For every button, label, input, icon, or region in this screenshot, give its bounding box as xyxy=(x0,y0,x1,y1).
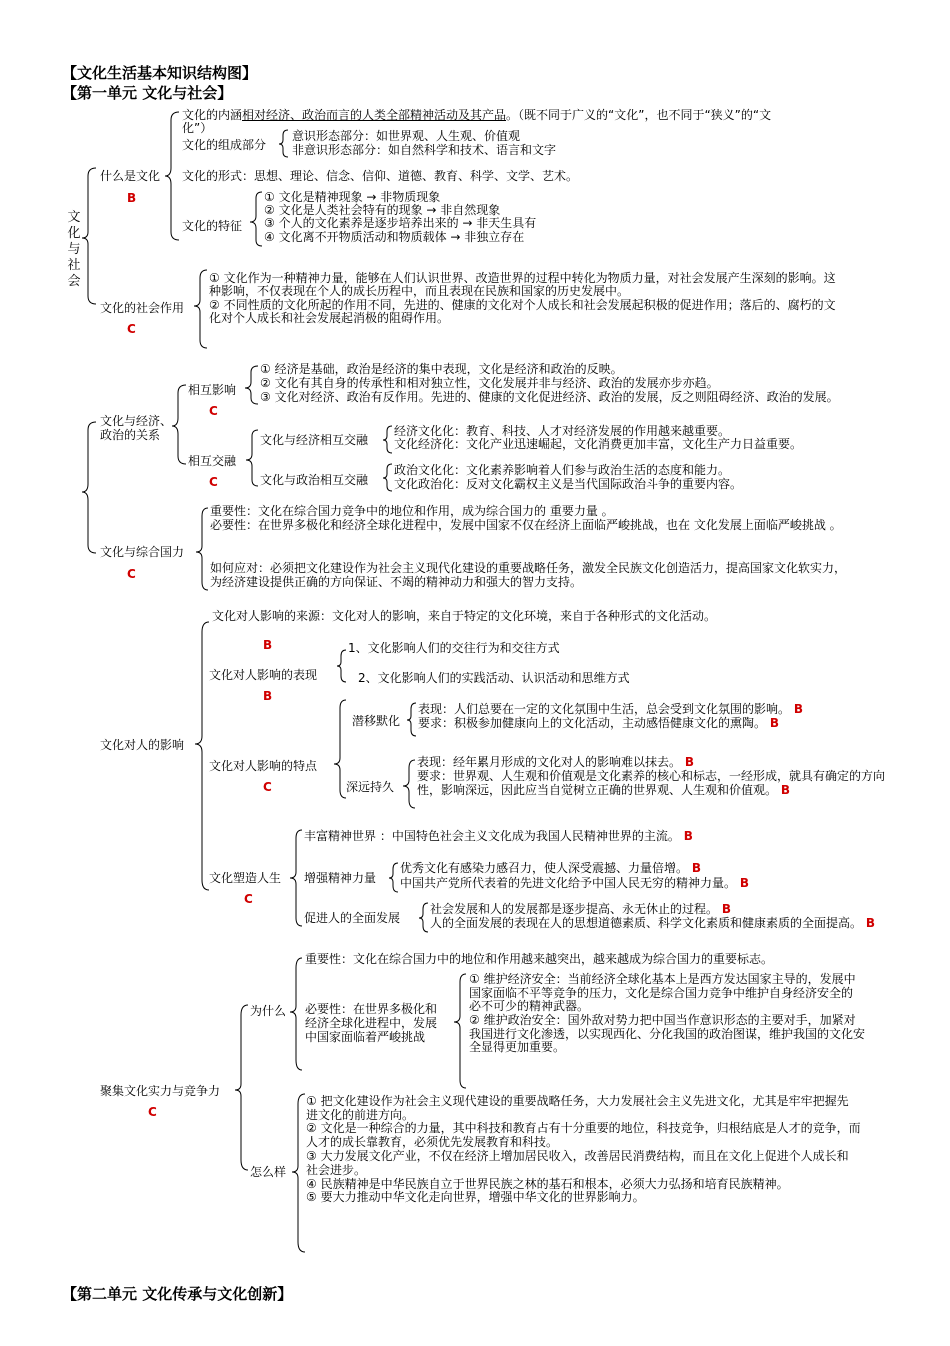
node-all-round-development: 促进人的全面发展 xyxy=(304,911,401,925)
grade-badge: B xyxy=(127,191,137,205)
grade-badge: C xyxy=(244,892,253,906)
how-item: ③ 大力发展文化产业，不仅在经济上增加居民收入，改善居民消费结构，而且在文化上促进个人成长和 xyxy=(306,1149,849,1163)
how-item: ② 文化是一种综合的力量，其中科技和教育占有十分重要的地位，科技竞争，归根结底是人才的竞争，而 xyxy=(306,1121,861,1135)
feature-item: ④ 文化离不开物质活动和物质载体 → 非独立存在 xyxy=(264,230,525,244)
how-item: 进文化的前进方向。 xyxy=(306,1108,415,1122)
node-how: 怎么样 xyxy=(250,1165,287,1179)
node-influence-traits: 文化对人影响的特点 xyxy=(209,759,318,773)
node-lasting: 深远持久 xyxy=(346,780,395,794)
develop-item: 人的全面发展的表现在人的思想道德素质、科学文化素质和健康素质的全面提高。 B xyxy=(430,916,875,930)
power-necessity: 必要性：在世界多极化和 xyxy=(305,1002,438,1016)
grade-badge: C xyxy=(209,404,218,418)
unit1-title: 【第一单元 文化与社会】 xyxy=(62,84,233,102)
strength-response: 如何应对：必须把文化建设作为社会主义现代化建设的重要战略任务，激发全民族文化创造活力，提高国家文化软实力， xyxy=(210,561,847,575)
node-cultural-power: 聚集文化实力与竞争力 xyxy=(100,1084,221,1098)
node-mutual-blend: 相互交融 xyxy=(188,454,237,468)
econ-blend-item: 文化经济化：文化产业迅速崛起，文化消费更加丰富，文化生产力日益重要。 xyxy=(394,437,803,451)
why-item: 全显得更加重要。 xyxy=(469,1040,566,1054)
grade-badge: C xyxy=(209,475,218,489)
politics-blend-item: 文化政治化：反对文化霸权主义是当代国际政治斗争的重要内容。 xyxy=(394,477,743,491)
grade-badge: C xyxy=(148,1105,157,1119)
grade-badge: C xyxy=(127,567,136,581)
power-importance: 重要性：文化在综合国力中的地位和作用越来越突出，越来越成为综合国力的重要标志。 xyxy=(305,952,774,966)
strength-importance: 重要性：文化在综合国力竞争中的地位和作用，成为综合国力的 重要力量 。 xyxy=(210,504,614,518)
develop-item: 社会发展和人的发展都是逐步提高、永无休止的过程。 B xyxy=(430,902,731,916)
feature-item: ③ 个人的文化素养是逐步培养出来的 → 非天生具有 xyxy=(264,216,537,230)
node-what-is-culture: 什么是文化 xyxy=(100,169,161,183)
strength-item: 优秀文化有感染力感召力，使人深受震撼、力量倍增。 B xyxy=(400,861,701,875)
node-mutual-influence: 相互影响 xyxy=(188,383,237,397)
social-role-line: ② 不同性质的文化所起的作用不同，先进的、健康的文化对个人成长和社会发展起积极的促进作用；落后的、腐朽的文 xyxy=(209,298,836,312)
influence-item: ③ 文化对经济、政治有反作用。先进的、健康的文化促进经济、政治的发展，反之则阻碍经济、政治的发展。 xyxy=(260,390,839,404)
lasting-item: 要求：世界观、人生观和价值观是文化素养的核心和标志，一经形成，就具有确定的方向 xyxy=(417,769,886,783)
culture-features: 文化的特征 xyxy=(182,219,243,233)
strength-necessity: 必要性：在世界多极化和经济全球化进程中，发展中国家不仅在经济上面临严峻挑战，也在 文化发展上面临严峻挑战 。 xyxy=(210,518,842,532)
culture-forms: 文化的形式：思想、理论、信念、信仰、道德、教育、科学、文学、艺术。 xyxy=(182,169,579,183)
power-necessity: 经济全球化进程中，发展 xyxy=(305,1016,438,1030)
grade-badge: C xyxy=(263,780,272,794)
unit2-title: 【第二单元 文化传承与文化创新】 xyxy=(62,1285,293,1303)
node-strengthen-spirit: 增强精神力量 xyxy=(304,871,377,885)
influence-source: 文化对人影响的来源：文化对人的影响，来自于特定的文化环境，来自于各种形式的文化活动。 xyxy=(212,609,717,623)
node-social-role: 文化的社会作用 xyxy=(100,301,185,315)
ideology-part: 意识形态部分：如世界观、人生观、价值观 xyxy=(292,129,521,143)
non-ideology-part: 非意识形态部分：如自然科学和技术、语言和文字 xyxy=(292,143,557,157)
how-item: ⑤ 要大力推动中华文化走向世界，增强中华文化的世界影响力。 xyxy=(306,1190,645,1204)
why-item: 我国进行文化渗透，以实现西化、分化我国的政治图谋，维护我国的文化安 xyxy=(469,1027,866,1041)
how-item: ① 把文化建设作为社会主义现代建设的重要战略任务，大力发展社会主义先进文化，尤其是牢牢把握先 xyxy=(306,1094,849,1108)
influence-item: ① 经济是基础，政治是经济的集中表现，文化是经济和政治的反映。 xyxy=(260,362,623,376)
lasting-item: 表现：经年累月形成的文化对人的影响难以抹去。 B xyxy=(417,755,694,769)
how-item: ④ 民族精神是中华民族自立于世界民族之林的基石和根本，必须大力弘扬和培育民族精神。 xyxy=(306,1177,789,1191)
node-econ-politics-label: 文化与经济、 xyxy=(100,414,173,428)
doc-title: 【文化生活基本知识结构图】 xyxy=(62,64,258,82)
why-item: ① 维护经济安全：当前经济全球化基本上是西方发达国家主导的，发展中 xyxy=(469,972,856,986)
node-econ-blend: 文化与经济相互交融 xyxy=(260,433,369,447)
node-econ-politics-label: 政治的关系 xyxy=(100,428,161,442)
grade-badge: C xyxy=(127,322,136,336)
manifest-item: 1、文化影响人们的交往行为和交往方式 xyxy=(348,641,560,655)
culture-composition: 文化的组成部分 xyxy=(182,138,267,152)
node-influence-on-people: 文化对人的影响 xyxy=(100,738,185,752)
why-item: ② 维护政治安全：国外敌对势力把中国当作意识形态的主要对手，加紧对 xyxy=(469,1013,856,1027)
node-subtle: 潜移默化 xyxy=(352,714,401,728)
econ-blend-item: 经济文化化：教育、科技、人才对经济发展的作用越来越重要。 xyxy=(394,424,731,438)
manifest-item: 2、文化影响人们的实践活动、认识活动和思维方式 xyxy=(358,671,630,685)
subtle-item: 表现：人们总要在一定的文化氛围中生活，总会受到文化氛围的影响。 B xyxy=(418,702,803,716)
how-item: 社会进步。 xyxy=(306,1163,367,1177)
grade-badge: B xyxy=(263,689,273,703)
node-why: 为什么 xyxy=(250,1004,287,1018)
how-item: 人才的成长靠教育，必须优先发展教育和科技。 xyxy=(306,1135,559,1149)
culture-connotation-end: 化”） xyxy=(182,121,213,135)
strength-item: 中国共产党所代表着的先进文化给予中国人民无穷的精神力量。 B xyxy=(400,876,749,890)
why-item: 必不可少的精神武器。 xyxy=(469,999,590,1013)
social-role-line: 种影响，不仅表现在个人的成长历程中，而且表现在民族和国家的历史发展中。 xyxy=(209,284,630,298)
why-item: 国家面临不平等竞争的压力，文化是综合国力竞争中维护自身经济安全的 xyxy=(469,986,854,1000)
grade-badge: B xyxy=(263,638,273,652)
strength-response: 为经济建设提供正确的方向保证、不竭的精神动力和强大的智力支持。 xyxy=(210,575,583,589)
social-role-line: ① 文化作为一种精神力量，能够在人们认识世界、改造世界的过程中转化为物质力量，对社会发展产生深刻的影响。这 xyxy=(209,271,836,285)
feature-item: ① 文化是精神现象 → 非物质现象 xyxy=(264,190,441,204)
node-national-strength: 文化与综合国力 xyxy=(100,545,185,559)
culture-connotation: 文化的内涵相对经济、政治而言的人类全部精神活动及其产品。（既不同于广义的“文化”，也不同于“狭义”的“文 xyxy=(182,108,772,122)
power-necessity: 中国家面临着严峻挑战 xyxy=(305,1030,426,1044)
subtle-item: 要求：积极参加健康向上的文化活动，主动感悟健康文化的熏陶。 B xyxy=(418,716,779,730)
politics-blend-item: 政治文化化：文化素养影响着人们参与政治生活的态度和能力。 xyxy=(394,463,731,477)
lasting-item: 性，影响深远，因此应当自觉树立正确的世界观、人生观和价值观。 B xyxy=(417,783,790,797)
node-politics-blend: 文化与政治相互交融 xyxy=(260,473,369,487)
social-role-line: 化对个人成长和社会发展起消极的阻碍作用。 xyxy=(209,311,450,325)
root-node: 文化与社会 xyxy=(67,210,81,289)
feature-item: ② 文化是人类社会特有的现象 → 非自然现象 xyxy=(264,203,501,217)
node-enrich-spirit: 丰富精神世界 ：中国特色社会主义文化成为我国人民精神世界的主流。 B xyxy=(304,829,693,843)
node-shape-life: 文化塑造人生 xyxy=(209,871,282,885)
node-influence-manifest: 文化对人影响的表现 xyxy=(209,668,318,682)
influence-item: ② 文化有其自身的传承性和相对独立性，文化发展并非与经济、政治的发展亦步亦趋。 xyxy=(260,376,719,390)
